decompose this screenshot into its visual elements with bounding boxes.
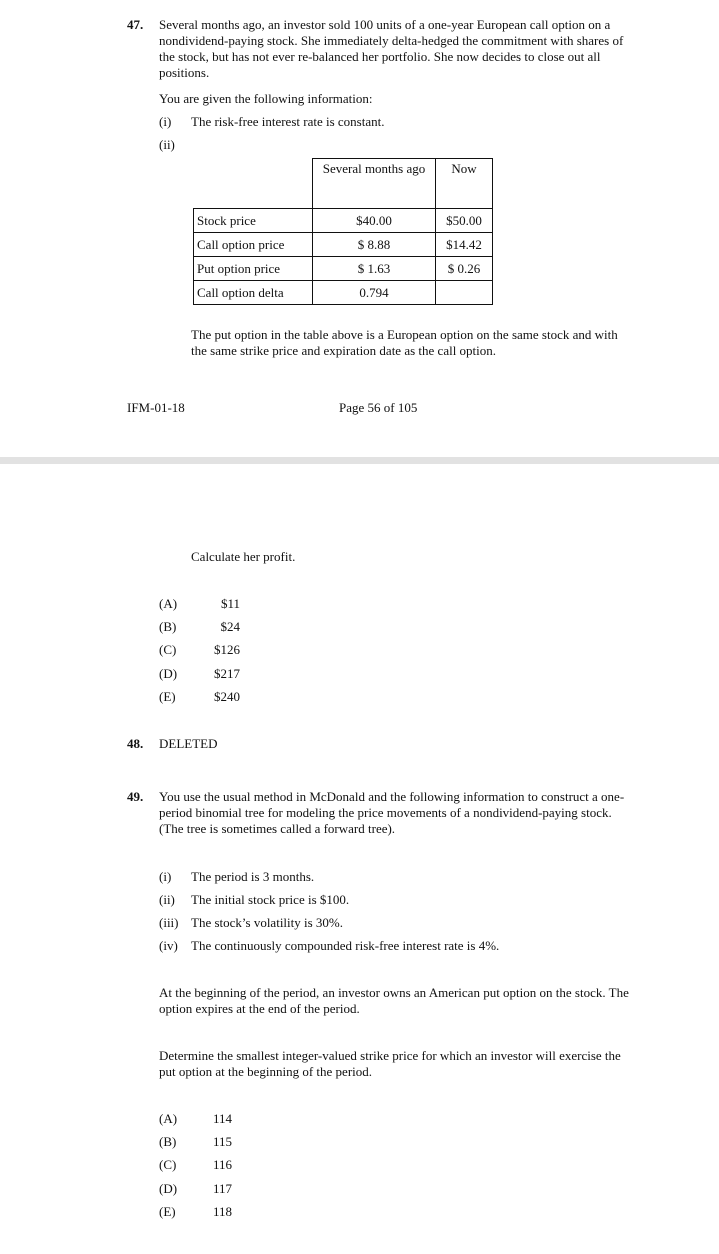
question-49-number: 49. bbox=[127, 789, 144, 804]
table-row bbox=[194, 281, 493, 305]
question-49-text: You use the usual method in McDonald and the following information to construct a one-period binomial tree for modeling the price movements of a nondividend-paying stock. (The tree is sometimes called a forward tree). bbox=[159, 789, 625, 836]
choice-value: 115 bbox=[213, 1134, 233, 1149]
table-row-label: Put option price bbox=[194, 257, 313, 281]
choice-letter: (A) bbox=[159, 596, 178, 611]
table-cell: $40.00 bbox=[313, 209, 436, 233]
choice-letter: (C) bbox=[159, 642, 177, 657]
table-cell: $ 0.26 bbox=[436, 257, 493, 281]
choice-letter: (B) bbox=[159, 619, 177, 634]
question-47-prompt: Calculate her profit. bbox=[191, 549, 296, 564]
page-number: Page 56 of 105 bbox=[339, 400, 418, 415]
choice-value: 114 bbox=[213, 1111, 233, 1126]
table-header-row bbox=[194, 159, 493, 209]
q49-item-number: (iii) bbox=[159, 915, 179, 930]
question-47-number: 47. bbox=[127, 17, 144, 32]
question-49-paragraph: At the beginning of the period, an investor owns an American put option on the stock. The option expires at the end of the period. bbox=[159, 985, 629, 1016]
question-47-given: You are given the following information: bbox=[159, 91, 373, 106]
choice-value: $126 bbox=[214, 642, 240, 657]
footer-code: IFM-01-18 bbox=[127, 400, 185, 415]
q49-item-text: The continuously compounded risk-free interest rate is 4%. bbox=[191, 938, 500, 953]
q49-item-text: The period is 3 months. bbox=[191, 869, 315, 884]
choice-letter: (D) bbox=[159, 1181, 178, 1196]
question-48-text: DELETED bbox=[159, 736, 218, 751]
choice-letter: (B) bbox=[159, 1134, 177, 1149]
q49-item-text: The initial stock price is $100. bbox=[191, 892, 350, 907]
table-cell bbox=[436, 281, 493, 305]
table-row-label: Call option price bbox=[194, 233, 313, 257]
choice-letter: (E) bbox=[159, 689, 176, 704]
page-divider bbox=[0, 457, 719, 464]
choice-letter: (A) bbox=[159, 1111, 178, 1126]
table-row bbox=[194, 233, 493, 257]
choice-value: $24 bbox=[220, 619, 240, 634]
question-47-note: The put option in the table above is a European option on the same stock and with the same strike price and expiration date as the call option. bbox=[191, 327, 618, 358]
price-table bbox=[193, 158, 493, 305]
table-cell: $ 8.88 bbox=[313, 233, 436, 257]
q49-item-number: (ii) bbox=[159, 892, 175, 907]
q47-item-number: (i) bbox=[159, 114, 172, 129]
choice-letter: (C) bbox=[159, 1157, 177, 1172]
choice-value: $240 bbox=[214, 689, 240, 704]
table-cell: $14.42 bbox=[436, 233, 493, 257]
choice-value: $217 bbox=[214, 666, 240, 681]
table-row-label: Call option delta bbox=[194, 281, 313, 305]
question-49-question: Determine the smallest integer-valued strike price for which an investor will exercise the put option at the beginning of the period. bbox=[159, 1048, 621, 1079]
choice-letter: (D) bbox=[159, 666, 178, 681]
q47-item-number: (ii) bbox=[159, 137, 175, 152]
choice-value: 116 bbox=[213, 1157, 233, 1172]
choice-value: 117 bbox=[213, 1181, 233, 1196]
table-row bbox=[194, 209, 493, 233]
table-header-cell: Now bbox=[436, 159, 493, 209]
table-cell: $50.00 bbox=[436, 209, 493, 233]
table-cell: $ 1.63 bbox=[313, 257, 436, 281]
q49-item-text: The stock’s volatility is 30%. bbox=[191, 915, 344, 930]
table-row-label: Stock price bbox=[194, 209, 313, 233]
table-cell: 0.794 bbox=[313, 281, 436, 305]
table-header-cell: Several months ago bbox=[313, 159, 436, 209]
q47-item-text: The risk-free interest rate is constant. bbox=[191, 114, 385, 129]
question-47-text: Several months ago, an investor sold 100 units of a one-year European call option on a nondividend-paying stock. She immediately delta-hedged the commitment with shares of the stock, but has not ever re-balanced her portfolio. She now decides to close out all positions. bbox=[159, 17, 624, 80]
q49-item-number: (iv) bbox=[159, 938, 178, 953]
choice-value: $11 bbox=[220, 596, 240, 611]
choice-letter: (E) bbox=[159, 1204, 176, 1219]
q49-item-number: (i) bbox=[159, 869, 172, 884]
question-48-number: 48. bbox=[127, 736, 144, 751]
table-row bbox=[194, 257, 493, 281]
choice-value: 118 bbox=[213, 1204, 233, 1219]
